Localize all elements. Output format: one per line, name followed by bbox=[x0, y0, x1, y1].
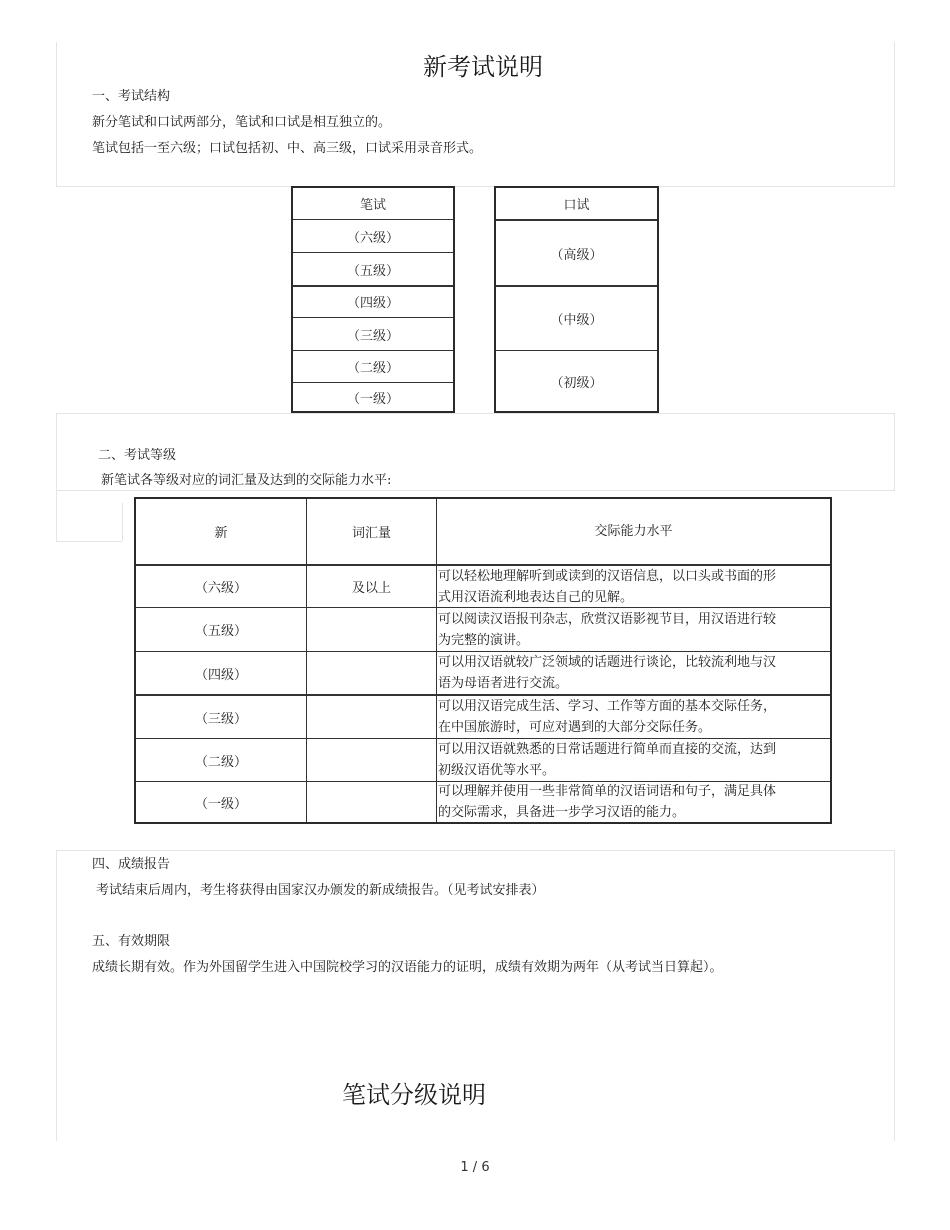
level-cell: （四级） bbox=[194, 667, 247, 683]
description-cell bbox=[436, 782, 830, 822]
vocab-cell: 及以上 bbox=[306, 566, 436, 607]
description-text: 可以阅读汉语报刊杂志，欣赏汉语影视节目，用汉语进行较为完整的演讲。 bbox=[438, 611, 777, 648]
oral-level: （中级） bbox=[550, 313, 603, 328]
level-cell: （一级） bbox=[194, 796, 247, 812]
description-cell bbox=[436, 608, 830, 651]
description-text: 可以用汉语完成生活、学习、工作等方面的基本交际任务，在中国旅游时，可应对遇到的大部分交际任务。 bbox=[438, 699, 777, 735]
section-title: 笔试分级说明 bbox=[342, 1081, 486, 1109]
description-text: 可以用汉语就较广泛领域的话题进行谈论，比较流利地与汉语为母语者进行交流。 bbox=[438, 655, 777, 691]
table-row bbox=[136, 651, 830, 694]
vocab-cell bbox=[306, 608, 436, 651]
table-row bbox=[136, 781, 830, 822]
paragraph-line: 笔试包括一至六级；口试包括初、中、高三级，口试采用录音形式。 bbox=[92, 141, 483, 156]
oral-level: （初级） bbox=[550, 375, 603, 391]
table-row bbox=[136, 564, 830, 607]
oral-header: 口试 bbox=[563, 198, 590, 213]
section-heading: 二、考试等级 bbox=[98, 448, 177, 463]
table-header-row bbox=[136, 499, 830, 564]
table-row bbox=[136, 607, 830, 651]
description-text: 可以理解并使用一些非常简单的汉语词语和句子，满足具体的交际需求，具备进一步学习汉语的能力。 bbox=[438, 784, 777, 820]
description-cell bbox=[436, 566, 830, 607]
oral-exam-table bbox=[494, 186, 659, 413]
table-row bbox=[136, 738, 830, 781]
paragraph-line: 成绩长期有效。作为外国留学生进入中国院校学习的汉语能力的证明，成绩有效期为两年（从考试当日算起）。 bbox=[92, 960, 723, 975]
section-heading: 五、有效期限 bbox=[92, 934, 171, 949]
written-header: 笔试 bbox=[359, 197, 386, 213]
vocab-cell bbox=[306, 652, 436, 694]
page-number: 1 / 6 bbox=[460, 1160, 490, 1175]
description-cell bbox=[436, 652, 830, 694]
level-cell: （二级） bbox=[194, 754, 247, 770]
description-text: 可以轻松地理解听到或读到的汉语信息，以口头或书面的形式用汉语流利地表达自己的见解。 bbox=[438, 568, 777, 605]
frame-line bbox=[56, 489, 57, 541]
header-cell: 词汇量 bbox=[306, 499, 436, 564]
header-cell: 新 bbox=[214, 526, 228, 541]
written-exam-table bbox=[291, 186, 455, 413]
oral-level: （高级） bbox=[550, 247, 603, 263]
description-text: 可以用汉语就熟悉的日常话题进行简单而直接的交流，达到初级汉语优等水平。 bbox=[438, 742, 777, 778]
written-level: （四级） bbox=[346, 296, 399, 311]
section-heading: 一、考试结构 bbox=[92, 89, 171, 104]
paragraph-line: 新分笔试和口试两部分，笔试和口试是相互独立的。 bbox=[92, 115, 392, 130]
description-cell bbox=[436, 739, 830, 781]
paragraph-line: 考试结束后周内，考生将获得由国家汉办颁发的新成绩报告。（见考试安排表） bbox=[96, 883, 545, 898]
level-cell: （三级） bbox=[194, 711, 247, 727]
written-level: （三级） bbox=[346, 328, 399, 344]
written-level: （二级） bbox=[346, 361, 399, 376]
written-level: （五级） bbox=[346, 263, 399, 279]
vocab-cell bbox=[306, 739, 436, 781]
level-cell: （五级） bbox=[194, 624, 247, 639]
page-title: 新考试说明 bbox=[423, 53, 543, 81]
level-table bbox=[134, 497, 832, 824]
header-cell: 交际能力水平 bbox=[436, 499, 830, 564]
description-cell bbox=[436, 696, 830, 738]
frame-line bbox=[56, 541, 122, 542]
written-level: （六级） bbox=[346, 230, 399, 246]
paragraph-line: 新笔试各等级对应的词汇量及达到的交际能力水平: bbox=[101, 473, 392, 488]
level-cell: （六级） bbox=[194, 581, 247, 596]
frame-line bbox=[122, 503, 123, 541]
section-heading: 四、成绩报告 bbox=[92, 857, 171, 872]
vocab-cell bbox=[306, 696, 436, 738]
table-row bbox=[136, 694, 830, 738]
vocab-cell bbox=[306, 782, 436, 822]
written-level: （一级） bbox=[346, 391, 399, 407]
